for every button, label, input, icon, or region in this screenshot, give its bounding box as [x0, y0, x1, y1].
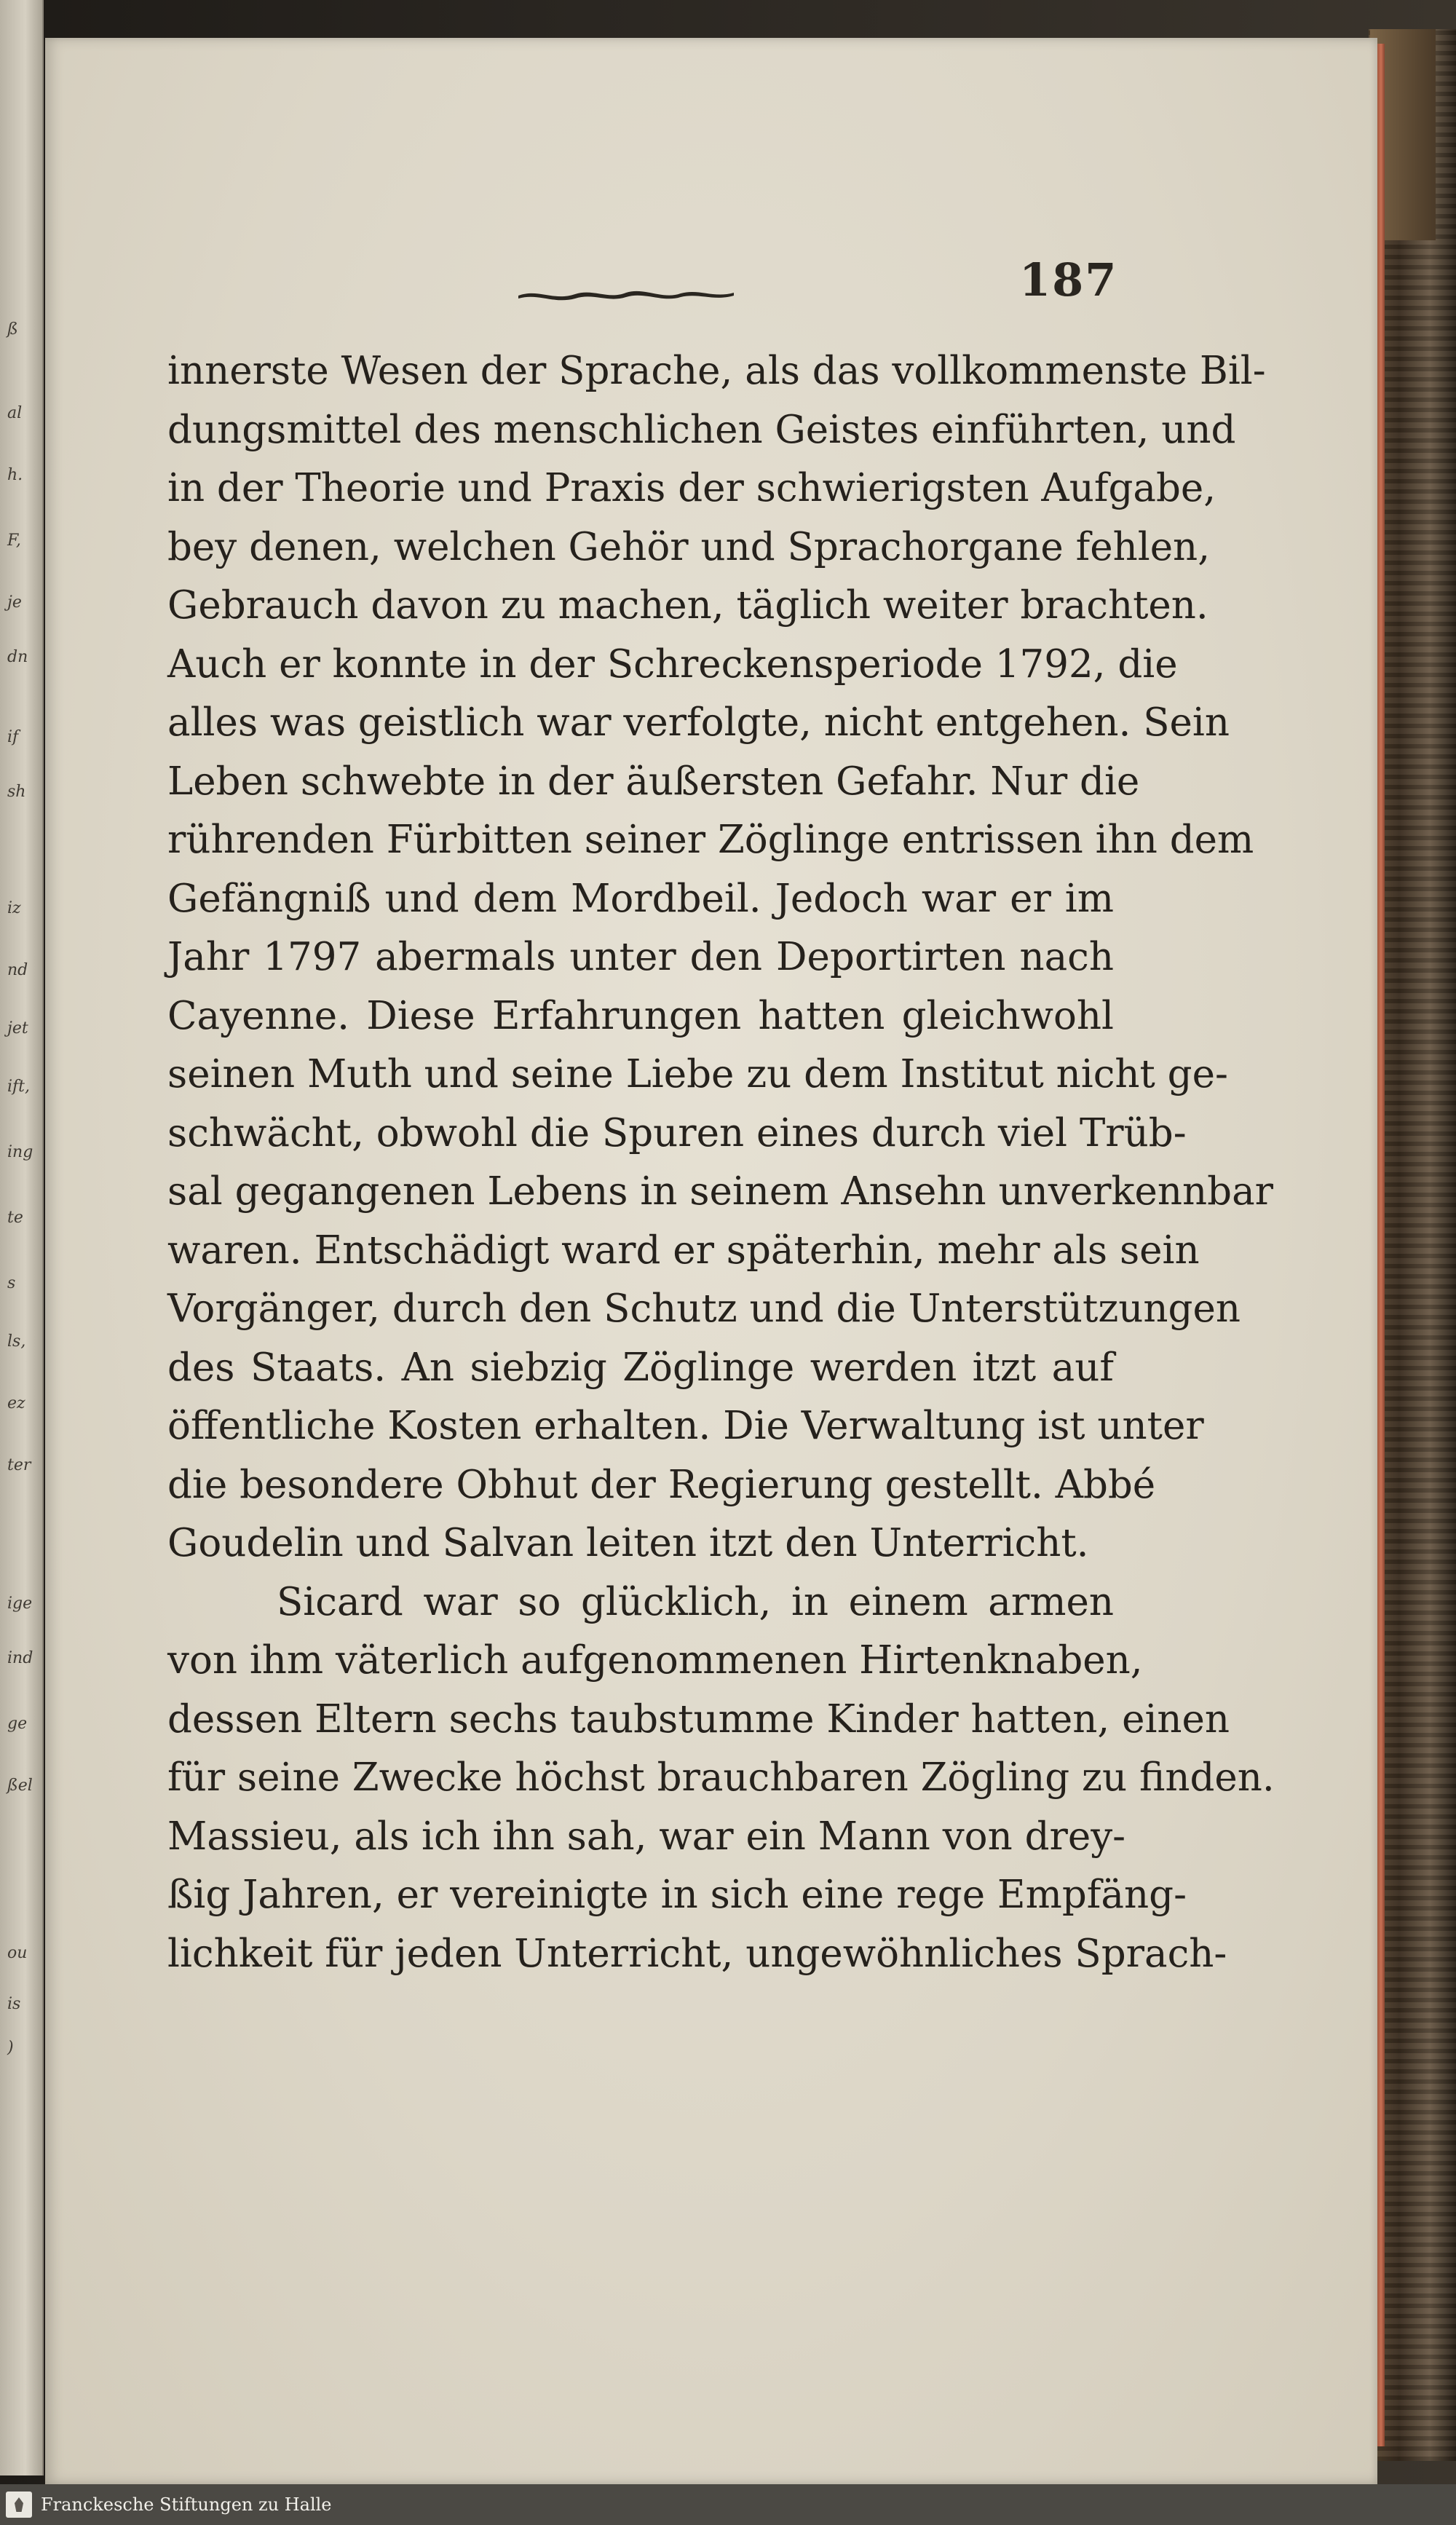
left-fragment: ge — [7, 1715, 28, 1733]
text-line: bey denen, welchen Gehör und Sprachorgane fehlen, — [167, 524, 1211, 569]
text-line: für seine Zwecke höchst brauchbaren Zögling zu finden. — [167, 1755, 1275, 1800]
left-fragment: h. — [7, 466, 23, 484]
text-line: sal gegangenen Lebens in seinem Ansehn unverkennbar — [167, 1169, 1274, 1214]
left-fragment: s — [7, 1274, 16, 1292]
left-fragment: ind — [7, 1649, 33, 1667]
left-fragment: al — [7, 404, 23, 422]
body-text — [167, 342, 1275, 1983]
left-fragment: sh — [7, 783, 26, 801]
left-fragment: te — [7, 1209, 23, 1227]
header-ornament — [517, 284, 735, 304]
text-line: Vorgänger, durch den Schutz und die Unterstützungen — [167, 1287, 1241, 1331]
left-fragment: is — [7, 1995, 21, 2013]
text-line: rührenden Fürbitten seiner Zöglinge entrissen ihn dem — [167, 818, 1254, 862]
left-fragment: ez — [7, 1394, 25, 1412]
page-number: 187 — [1019, 253, 1118, 307]
left-fragment: if — [7, 728, 19, 746]
text-line: Gefängniß und dem Mordbeil. Jedoch war er im — [167, 876, 1114, 921]
text-line: in der Theorie und Praxis der schwierigsten Aufgabe, — [167, 466, 1216, 510]
previous-page-edge — [0, 0, 44, 2475]
text-line: Leben schwebte in der äußersten Gefahr. Nur die — [167, 759, 1140, 804]
text-line: ßig Jahren, er vereinigte in sich eine rege Empfäng- — [167, 1873, 1187, 1917]
left-fragment: ige — [7, 1595, 33, 1613]
text-line: Goudelin und Salvan leiten itzt den Unterricht. — [167, 1521, 1089, 1565]
left-fragment: ls, — [7, 1332, 26, 1351]
text-line: waren. Entschädigt ward er späterhin, mehr als sein — [167, 1228, 1200, 1273]
left-fragment: ß — [7, 320, 18, 339]
left-fragment: ing — [7, 1143, 33, 1161]
institution-logo-icon — [6, 2492, 32, 2518]
text-line: alles was geistlich war verfolgte, nicht entgehen. Sein — [167, 700, 1230, 745]
left-fragment: ßel — [7, 1777, 33, 1795]
text-line: dessen Eltern sechs taubstumme Kinder hatten, einen — [167, 1696, 1230, 1742]
text-line: dungsmittel des menschlichen Geistes einführten, und — [167, 407, 1236, 452]
left-fragment: ou — [7, 1944, 28, 1962]
text-line: innerste Wesen der Sprache, als das vollkommenste Bil- — [167, 349, 1266, 393]
text-line: schwächt, obwohl die Spuren eines durch viel Trüb- — [167, 1110, 1187, 1155]
text-line: öffentliche Kosten erhalten. Die Verwaltung ist unter — [167, 1404, 1204, 1448]
text-line: Jahr 1797 abermals unter den Deportirten nach — [167, 935, 1114, 979]
left-fragment: jet — [7, 1019, 28, 1038]
footer-credit: Franckesche Stiftungen zu Halle — [41, 2494, 332, 2515]
text-line: des Staats. An siebzig Zöglinge werden itzt auf — [167, 1345, 1114, 1390]
text-line: lichkeit für jeden Unterricht, ungewöhnliches Sprach- — [167, 1931, 1227, 1976]
text-line: Auch er konnte in der Schreckensperiode 1792, die — [167, 641, 1178, 687]
text-line-paragraph-start: Sicard war so glücklich, in einem armen — [277, 1579, 1114, 1624]
left-fragment: F, — [7, 532, 21, 550]
text-line: von ihm väterlich aufgenommenen Hirtenknaben, — [167, 1638, 1143, 1683]
text-line: Massieu, als ich ihn sah, war ein Mann von drey- — [167, 1814, 1126, 1859]
left-fragment: iz — [7, 899, 21, 917]
left-fragment: ift, — [7, 1078, 31, 1096]
left-fragment: dn — [7, 648, 28, 666]
left-fragment: ) — [7, 2039, 14, 2057]
text-line: Cayenne. Diese Erfahrungen hatten gleichwohl — [167, 993, 1114, 1038]
left-fragment: je — [7, 593, 22, 612]
left-fragment: ter — [7, 1456, 31, 1474]
text-line: die besondere Obhut der Regierung gestellt. Abbé — [167, 1462, 1156, 1507]
text-line: Gebrauch davon zu machen, täglich weiter brachten. — [167, 583, 1208, 628]
left-fragment: nd — [7, 961, 28, 979]
text-line: seinen Muth und seine Liebe zu dem Institut nicht ge- — [167, 1052, 1228, 1096]
page-red-edge — [1377, 44, 1385, 2446]
